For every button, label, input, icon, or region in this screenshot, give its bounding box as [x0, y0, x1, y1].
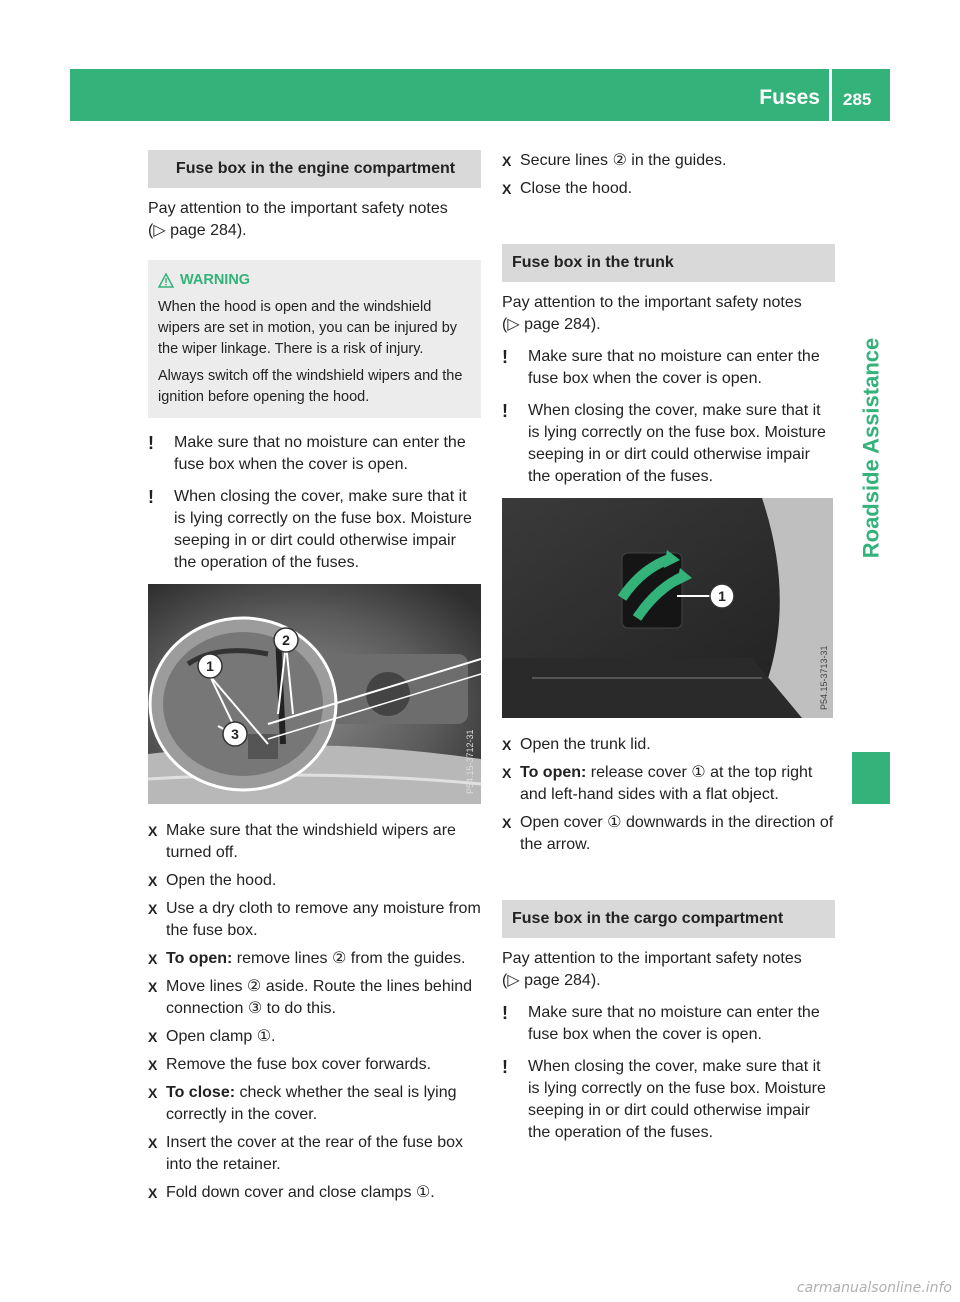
- instruction-step: X Move lines ② aside. Route the lines behind connection ③ to do this.: [148, 978, 473, 1017]
- callout-2: [274, 628, 298, 652]
- step-marker-icon: X: [148, 823, 158, 839]
- step-marker-icon: X: [148, 1029, 158, 1045]
- instruction-step: X Secure lines ② in the guides.: [502, 150, 835, 172]
- callout-1: [710, 584, 734, 608]
- step-marker-icon: X: [148, 1185, 158, 1201]
- trunk-steps: [502, 734, 835, 856]
- instruction-step: X Remove the fuse box cover forwards.: [148, 1054, 481, 1076]
- cargo-notice-2: ! When closing the cover, make sure that it is lying correctly on the fuse box. Moisture seeping in or dirt could otherwise impair the operation of the fuses.: [502, 1057, 826, 1141]
- svg-text:3: 3: [231, 726, 239, 742]
- safety-intro: Pay attention to the important safety notes (▷ page 284).: [148, 200, 448, 239]
- notice-2: ! When closing the cover, make sure that it is lying correctly on the fuse box. Moisture seeping in or dirt could otherwise impair the operation of the fuses.: [148, 487, 472, 571]
- warning-title: WARNING: [158, 270, 473, 291]
- instruction-step: X Open cover ① downwards in the direction of the arrow.: [502, 814, 834, 853]
- step-marker-icon: X: [502, 153, 512, 169]
- instruction-step: X To open: release cover ① at the top right and left-hand sides with a flat object.: [502, 764, 813, 803]
- instruction-step: X Use a dry cloth to remove any moisture from the fuse box.: [148, 900, 481, 939]
- engine-compartment-photo: [148, 584, 481, 804]
- trunk-photo: [502, 498, 833, 718]
- notice-icon: !: [502, 401, 508, 421]
- page-reference-link[interactable]: (▷ page 284).: [502, 972, 601, 989]
- callout-1: [198, 654, 222, 678]
- engine-steps: [148, 820, 481, 1204]
- warning-text-2: Always switch off the windshield wipers and the ignition before opening the hood.: [158, 368, 463, 405]
- step-marker-icon: X: [502, 765, 512, 781]
- section-heading-engine: Fuse box in the engine compartment: [148, 150, 481, 188]
- trunk-notice-2: ! When closing the cover, make sure that it is lying correctly on the fuse box. Moisture seeping in or dirt could otherwise impair the operation of the fuses.: [502, 401, 826, 485]
- left-column: [148, 150, 481, 1210]
- photo-code: P54.15-3713-31: [819, 645, 829, 710]
- step-marker-icon: X: [148, 901, 158, 917]
- notice-icon: !: [502, 1003, 508, 1023]
- instruction-step: X Insert the cover at the rear of the fuse box into the retainer.: [148, 1134, 464, 1173]
- page-reference-link[interactable]: (▷ page 284).: [502, 316, 601, 333]
- step-marker-icon: X: [502, 737, 512, 753]
- page-number: 285: [843, 90, 872, 109]
- notice-1: ! Make sure that no moisture can enter the fuse box when the cover is open.: [148, 433, 466, 473]
- warning-triangle-icon: [158, 273, 174, 288]
- instruction-step: X Open the hood.: [148, 870, 481, 892]
- svg-text:1: 1: [206, 658, 214, 674]
- instruction-step: X To open: remove lines ② from the guides.: [148, 948, 481, 970]
- notice-icon: !: [148, 487, 154, 507]
- instruction-step: X Make sure that the windshield wipers are turned off.: [148, 822, 456, 861]
- notice-icon: !: [502, 1057, 508, 1077]
- page-reference-link[interactable]: (▷ page 284).: [148, 222, 247, 239]
- notice-icon: !: [502, 347, 508, 367]
- step-marker-icon: X: [148, 1135, 158, 1151]
- cargo-safety-intro: Pay attention to the important safety notes (▷ page 284).: [502, 950, 802, 989]
- photo-code: P54.15-3712-31: [465, 729, 475, 794]
- warning-text-1: When the hood is open and the windshield wipers are set in motion, you can be injured by the wiper linkage. There is a risk of injury.: [158, 299, 458, 357]
- trunk-safety-intro: Pay attention to the important safety notes (▷ page 284).: [502, 294, 802, 333]
- side-tab-marker: [852, 752, 890, 804]
- side-tab: [852, 148, 890, 748]
- right-top-steps: [502, 150, 835, 200]
- watermark: carmanualsonline.info: [796, 1280, 952, 1296]
- instruction-step: X Fold down cover and close clamps ①.: [148, 1182, 481, 1204]
- instruction-step: X To close: check whether the seal is lying correctly in the cover.: [148, 1084, 457, 1123]
- callout-3: [223, 722, 247, 746]
- svg-text:1: 1: [718, 588, 726, 604]
- right-column: [502, 150, 835, 1154]
- instruction-step: X Open the trunk lid.: [502, 734, 835, 756]
- chapter-title: Fuses: [759, 86, 820, 109]
- step-marker-icon: X: [148, 1085, 158, 1101]
- step-marker-icon: X: [148, 951, 158, 967]
- instruction-step: X Open clamp ①.: [148, 1026, 481, 1048]
- instruction-step: X Close the hood.: [502, 178, 835, 200]
- section-heading-trunk: Fuse box in the trunk: [502, 244, 835, 282]
- section-heading-cargo: Fuse box in the cargo compartment: [502, 900, 835, 938]
- svg-text:2: 2: [282, 632, 290, 648]
- step-marker-icon: X: [148, 873, 158, 889]
- notice-icon: !: [148, 433, 154, 453]
- step-marker-icon: X: [502, 815, 512, 831]
- step-marker-icon: X: [502, 181, 512, 197]
- trunk-notice-1: ! Make sure that no moisture can enter the fuse box when the cover is open.: [502, 347, 820, 387]
- step-marker-icon: X: [148, 979, 158, 995]
- side-tab-label: Roadside Assistance: [858, 337, 883, 559]
- warning-box: [148, 260, 481, 418]
- cargo-notice-1: ! Make sure that no moisture can enter the fuse box when the cover is open.: [502, 1003, 820, 1043]
- step-marker-icon: X: [148, 1057, 158, 1073]
- header-separator: [829, 69, 832, 121]
